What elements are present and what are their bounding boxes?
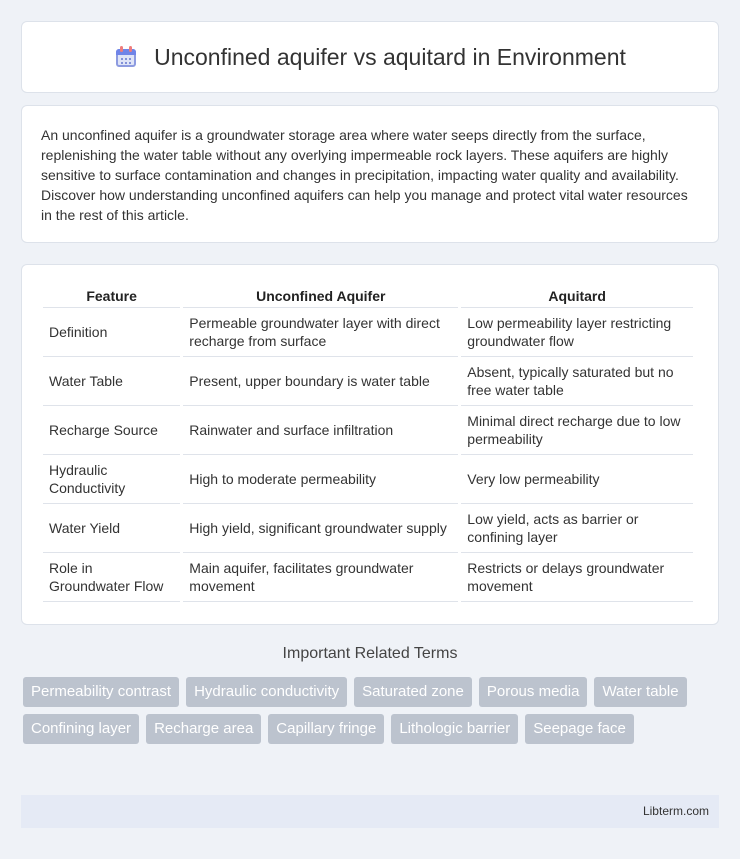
footer xyxy=(21,795,719,828)
related-term-tag[interactable]: Hydraulic conductivity xyxy=(186,677,347,707)
related-term-tag[interactable]: Lithologic barrier xyxy=(391,714,518,744)
table-row xyxy=(43,357,693,406)
footer-brand[interactable]: Libterm.com xyxy=(642,804,709,818)
related-term-tag[interactable]: Seepage face xyxy=(525,714,634,744)
table-cell: Restricts or delays groundwater movement xyxy=(461,553,693,602)
header-unconfined-aquifer: Unconfined Aquifer xyxy=(183,287,458,308)
related-terms-title: Important Related Terms xyxy=(282,645,458,662)
header-feature: Feature xyxy=(43,287,180,308)
table-cell: Main aquifer, facilitates groundwater movement xyxy=(183,553,458,602)
related-term-tag[interactable]: Saturated zone xyxy=(354,677,472,707)
table-cell: Very low permeability xyxy=(461,455,693,504)
related-term-tag[interactable]: Permeability contrast xyxy=(23,677,179,707)
table-cell: Low permeability layer restricting groundwater flow xyxy=(461,308,693,357)
table-cell: Hydraulic Conductivity xyxy=(43,455,180,504)
table-cell: Water Table xyxy=(43,357,180,406)
table-row xyxy=(43,308,693,357)
table-header-row xyxy=(43,287,693,308)
table-cell: Low yield, acts as barrier or confining layer xyxy=(461,504,693,553)
related-term-tag[interactable]: Water table xyxy=(594,677,686,707)
title-card xyxy=(21,21,719,93)
table-row xyxy=(43,553,693,602)
comparison-table xyxy=(40,287,696,602)
table-cell: Present, upper boundary is water table xyxy=(183,357,458,406)
table-cell: High to moderate permeability xyxy=(183,455,458,504)
related-terms-list xyxy=(23,677,723,751)
intro-text: An unconfined aquifer is a groundwater storage area where water seeps directly from the surface, replenishing the water table without any overlying impermeable rock layers. These aquifers are highly sensitive to surface contamination and changes in precipitation, impacting water quality and availability. Discover how understanding unconfined aquifers can help you manage and protect vital water resources in the rest of this article. xyxy=(41,127,688,223)
header-aquitard: Aquitard xyxy=(461,287,693,308)
table-cell: Permeable groundwater layer with direct recharge from surface xyxy=(183,308,458,357)
table-cell: Water Yield xyxy=(43,504,180,553)
related-term-tag[interactable]: Capillary fringe xyxy=(268,714,384,744)
table-cell: Minimal direct recharge due to low permeability xyxy=(461,406,693,455)
comparison-table-card xyxy=(21,264,719,625)
related-term-tag[interactable]: Recharge area xyxy=(146,714,261,744)
table-row xyxy=(43,406,693,455)
table-cell: Recharge Source xyxy=(43,406,180,455)
table-cell: Rainwater and surface infiltration xyxy=(183,406,458,455)
table-row xyxy=(43,455,693,504)
calendar-icon xyxy=(114,45,138,69)
table-row xyxy=(43,504,693,553)
page-title: Unconfined aquifer vs aquitard in Environment xyxy=(154,43,626,70)
table-cell: Definition xyxy=(43,308,180,357)
table-cell: Role in Groundwater Flow xyxy=(43,553,180,602)
table-cell: Absent, typically saturated but no free water table xyxy=(461,357,693,406)
related-term-tag[interactable]: Porous media xyxy=(479,677,588,707)
table-cell: High yield, significant groundwater supply xyxy=(183,504,458,553)
intro-card xyxy=(21,105,719,243)
related-term-tag[interactable]: Confining layer xyxy=(23,714,139,744)
